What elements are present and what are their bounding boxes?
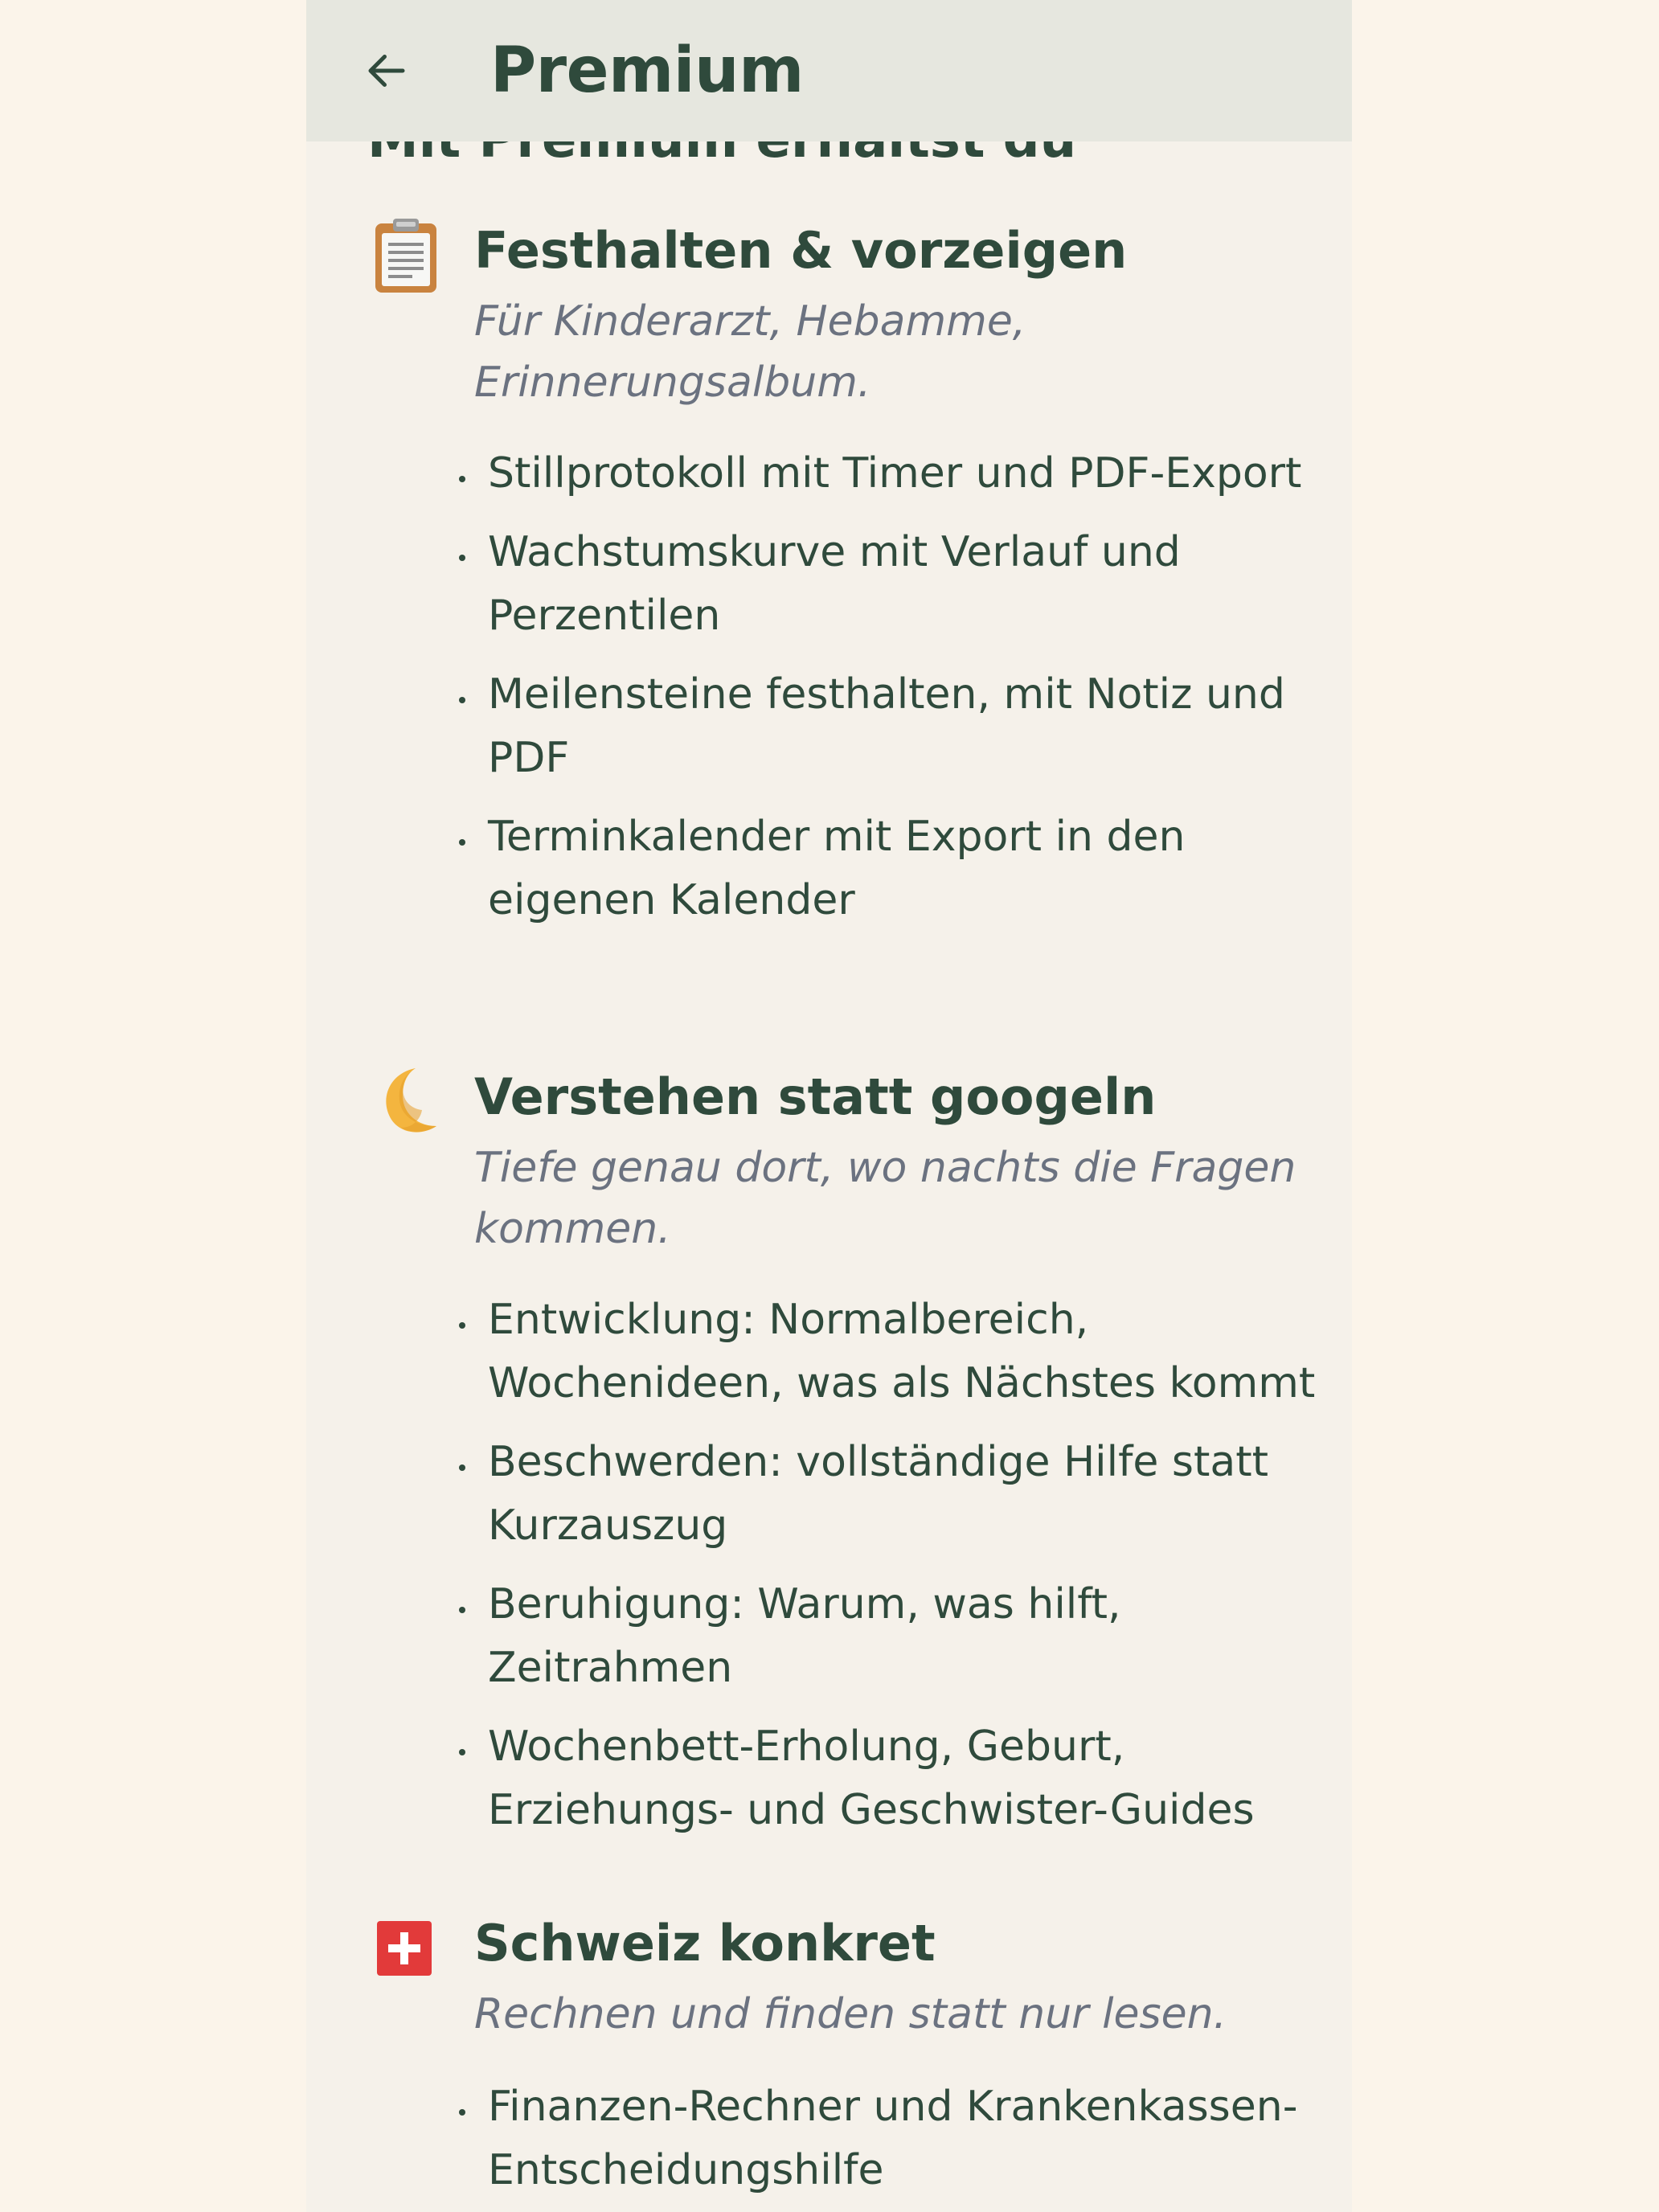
list-item: Meilensteine festhalten, mit Notiz und PDF [459,663,1327,790]
list-item: Wachstumskurve mit Verlauf und Perzentilen [459,521,1327,648]
top-app-bar [306,0,1352,141]
feature-list [459,2075,1327,2212]
arrow-left-icon [363,47,411,95]
list-item: Finanzen-Rechner und Krankenkassen-Entscheidungshilfe [459,2075,1327,2202]
section-subtitle: Für Kinderarzt, Hebamme, Erinnerungsalbum. [474,297,1026,407]
clipboard-icon [372,217,440,289]
list-item: Wochenbett-Erholung, Geburt, Erziehungs- und Geschwister-Guides [459,1715,1327,1842]
section-subtitle: Rechnen und finden statt nur lesen. [474,1990,1227,2038]
crescent-moon-icon [372,1063,440,1136]
app-screen [306,0,1352,2212]
list-item: Beschwerden: vollständige Hilfe statt Kurzauszug [459,1431,1327,1558]
page-title: Premium [490,35,804,107]
section-title: Verstehen statt googeln [474,1067,1157,1126]
swiss-flag-icon [372,1910,440,1982]
back-button[interactable] [348,32,425,109]
section-title: Schweiz konkret [474,1914,936,1972]
feature-list [459,442,1327,948]
section-subtitle: Tiefe genau dort, wo nachts die Fragen kommen. [474,1144,1296,1253]
list-item: Terminkalender mit Export in den eigenen Kalender [459,805,1327,932]
list-item: Entwicklung: Normalbereich, Wochenideen, was als Nächstes kommt [459,1288,1327,1415]
section-title: Festhalten & vorzeigen [474,221,1128,280]
list-item: Stillprotokoll mit Timer und PDF-Export [459,442,1327,506]
list-item: Beruhigung: Warum, was hilft, Zeitrahmen [459,1573,1327,1700]
feature-list [459,1288,1327,1858]
